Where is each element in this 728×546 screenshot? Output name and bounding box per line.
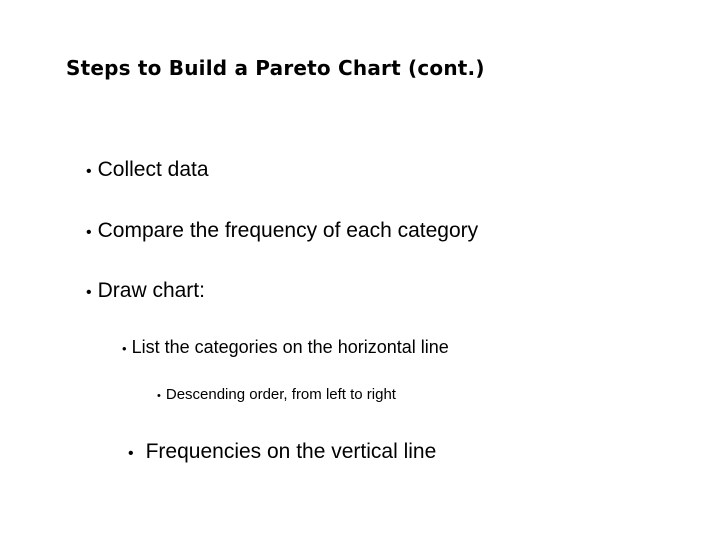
- bullet-dot-icon: •: [86, 224, 92, 241]
- bullet-text: Draw chart:: [97, 279, 205, 302]
- sub-bullet-item: [122, 337, 449, 358]
- bullet-dot-icon: •: [122, 341, 127, 356]
- bullet-dot-icon: •: [86, 163, 92, 180]
- bullet-text: Frequencies on the vertical line: [145, 440, 437, 463]
- bullet-text: Descending order, from left to right: [165, 386, 396, 403]
- bullet-item: [86, 219, 478, 243]
- slide-title: Steps to Build a Pareto Chart (cont.): [66, 56, 485, 80]
- bullet-dot-icon: •: [128, 445, 134, 462]
- bullet-text: Collect data: [97, 158, 209, 181]
- bullet-dot-icon: •: [86, 284, 92, 301]
- bullet-dot-icon: •: [157, 390, 161, 402]
- bullet-item: [86, 279, 205, 303]
- bullet-item: [86, 158, 209, 182]
- bullet-text: List the categories on the horizontal line: [131, 337, 449, 357]
- sub-sub-bullet-item: [157, 386, 396, 403]
- bullet-text: Compare the frequency of each category: [97, 219, 479, 242]
- sub-bullet-item: [128, 440, 436, 464]
